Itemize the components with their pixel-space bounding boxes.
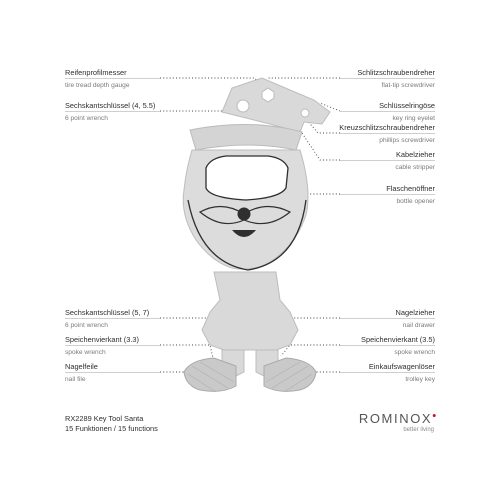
label-de: Schlüsselringöse [379, 101, 435, 110]
label-de: Einkaufswagenlöser [368, 362, 435, 371]
product-functions: 15 Funktionen / 15 functions [65, 424, 158, 433]
label-de: Reifenprofilmesser [65, 68, 127, 77]
label-spoke-wrench-left [65, 334, 139, 358]
label-trolley-key [369, 361, 435, 385]
product-code-name: RX2289 Key Tool Santa [65, 414, 144, 423]
brand-name [348, 411, 438, 426]
label-de: Speichenvierkant (3.3) [65, 335, 139, 344]
label-de: Kreuzschlitzschraubendreher [339, 123, 435, 132]
label-phillips-screwdriver [339, 122, 435, 146]
brand-logo [348, 411, 438, 433]
label-nail-drawer [396, 307, 435, 331]
label-de: Sechskantschlüssel (4, 5.5) [65, 101, 156, 110]
label-de: Nagelzieher [395, 308, 435, 317]
label-en: 6 point wrench [65, 115, 108, 122]
label-spoke-wrench-right [361, 334, 435, 358]
label-nail-file [65, 361, 98, 385]
label-bottle-opener [386, 183, 435, 207]
label-en: trolley key [405, 376, 435, 383]
label-de: Kabelzieher [395, 150, 435, 159]
product-info [65, 414, 158, 434]
label-en: cable stripper [395, 164, 435, 171]
label-de: Flaschenöffner [386, 184, 435, 193]
label-cable-stripper [395, 149, 435, 173]
brand-dot-icon: ● [432, 412, 438, 420]
label-en: tire tread depth gauge [65, 82, 130, 89]
label-key-ring [379, 100, 435, 124]
brand-name-text: ROMINOX [358, 411, 433, 426]
label-de: Schlitzschraubendreher [357, 68, 435, 77]
label-en: key ring eyelet [392, 115, 435, 122]
label-en: phillips screwdriver [379, 137, 435, 144]
label-en: nail drawer [402, 322, 435, 329]
label-en: nail file [65, 376, 86, 383]
label-de: Nagelfeile [65, 362, 98, 371]
brand-slogan: better living [403, 427, 434, 433]
label-en: flat-tip screwdriver [381, 82, 435, 89]
label-en: spoke wrench [394, 349, 435, 356]
label-flat-screwdriver [357, 67, 435, 91]
label-hex-wrench-small [65, 100, 155, 124]
label-de: Sechskantschlüssel (5, 7) [65, 308, 150, 317]
label-tire-gauge [65, 67, 130, 91]
label-en: spoke wrench [65, 349, 106, 356]
label-en: 6 point wrench [65, 322, 108, 329]
label-en: bottle opener [396, 198, 435, 205]
label-de: Speichenvierkant (3.5) [361, 335, 435, 344]
label-hex-wrench-large [65, 307, 149, 331]
